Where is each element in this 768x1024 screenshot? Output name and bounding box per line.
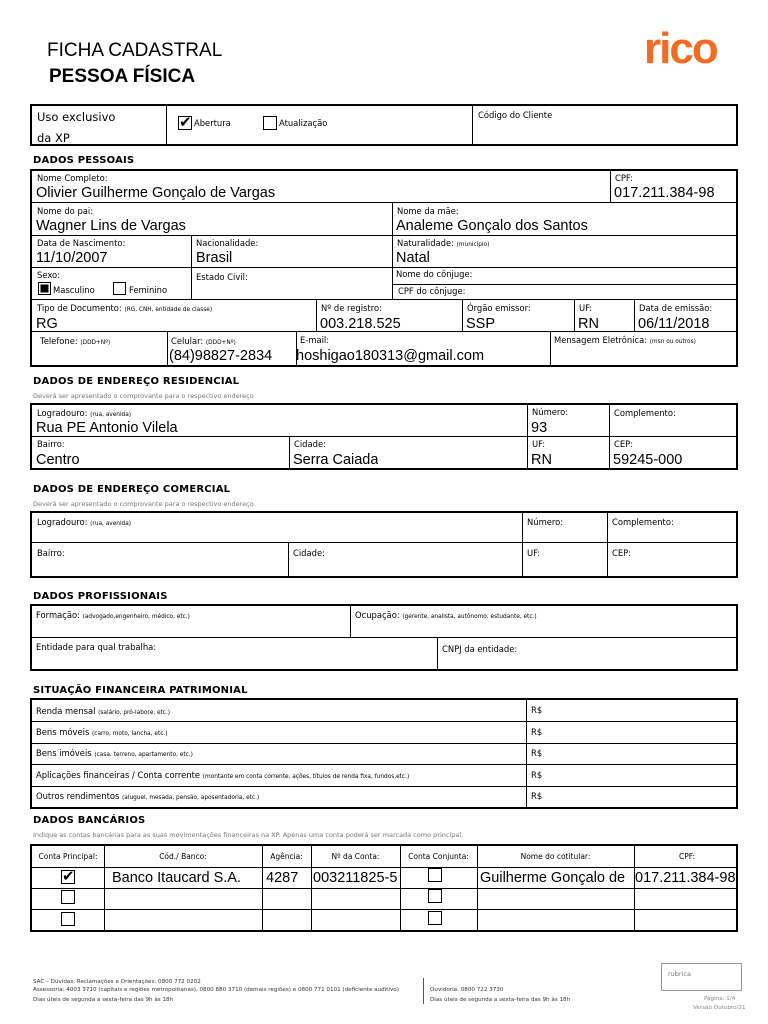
formacao-label: Formação: (advogado,engenheiro, médico, etc.) xyxy=(36,610,190,620)
cidade-value[interactable]: Serra Caiada xyxy=(293,452,379,468)
abertura-checkbox[interactable]: ✔ xyxy=(179,113,192,131)
section-dados-pessoais: DADOS PESSOAIS xyxy=(33,155,135,166)
rubrica-box[interactable] xyxy=(661,963,742,991)
orgao-emissor-value[interactable]: SSP xyxy=(466,316,496,332)
header-banco: Cód./ Banco: xyxy=(159,852,207,861)
conjunta-checkbox-1[interactable] xyxy=(428,868,442,882)
conjunta-checkbox-3[interactable] xyxy=(428,911,442,925)
banco-value[interactable]: Banco Itaucard S.A. xyxy=(112,870,241,886)
form-subtitle: PESSOA FÍSICA xyxy=(49,66,196,87)
outros-rendimentos-value[interactable]: R$ xyxy=(531,791,543,801)
nome-conjuge-label: Nome do cônjuge: xyxy=(396,269,473,279)
section-dados-profissionais: DADOS PROFISSIONAIS xyxy=(33,591,168,602)
conta-value[interactable]: 003211825-5 xyxy=(313,870,398,886)
codigo-cliente-label: Código do Cliente xyxy=(478,110,553,120)
nacionalidade-label: Nacionalidade: xyxy=(196,238,259,248)
bairro-value[interactable]: Centro xyxy=(36,452,80,468)
cnpj-label: CNPJ da entidade: xyxy=(442,644,518,654)
header-agencia: Agência: xyxy=(270,852,303,861)
nascimento-label: Data de Nascimento: xyxy=(37,238,126,248)
feminino-label: Feminino xyxy=(129,285,168,295)
footer-ouvidoria: Ouvidoria: 0800 722 3730 xyxy=(430,987,504,993)
nascimento-value[interactable]: 11/10/2007 xyxy=(36,250,108,266)
complemento-label: Complemento: xyxy=(614,408,676,418)
footer-dias-2: Dias úteis de segunda a sexta-feira das 9h às 18h xyxy=(430,997,571,1003)
cpf-conjuge-label: CPF do cônjuge: xyxy=(398,286,466,296)
section-endereco-residencial: DADOS DE ENDEREÇO RESIDENCIAL xyxy=(33,376,240,387)
atualizacao-label: Atualização xyxy=(279,118,328,128)
estado-civil-label: Estado Civil: xyxy=(196,272,248,282)
orgao-emissor-label: Órgão emissor: xyxy=(467,303,531,313)
dados-pessoais-box xyxy=(30,169,738,367)
versao-label: Versão Outubro/21 xyxy=(693,1005,746,1011)
cep-label: CEP: xyxy=(614,439,634,449)
com-bairro-label: Bairro: xyxy=(37,548,65,558)
principal-checkbox-1[interactable]: ✔ xyxy=(62,867,75,885)
aplicacoes-label: Aplicações financeiras / Conta corrente (montante em conta corrente, ações, títulos de renda fixa, fundos,etc.) xyxy=(36,770,410,780)
principal-checkbox-3[interactable] xyxy=(61,912,75,926)
cotitular-value[interactable]: Guilherme Gonçalo de xyxy=(480,870,626,886)
footer-divider xyxy=(423,978,424,1004)
uso-exclusivo-box xyxy=(30,104,738,146)
celular-value[interactable]: (84)98827-2834 xyxy=(169,348,273,364)
aplicacoes-value[interactable]: R$ xyxy=(531,770,543,780)
nome-completo-value[interactable]: Olivier Guilherme Gonçalo de Vargas xyxy=(36,185,276,201)
nacionalidade-value[interactable]: Brasil xyxy=(196,250,233,266)
nome-mae-value[interactable]: Analeme Gonçalo dos Santos xyxy=(396,218,588,234)
footer-assessoria: Assessoria: 4003 3710 (capitais e regiões metropolitanas), 0800 880 3710 (demais regiões) e 0800 771 0101 (deficiente auditivo) xyxy=(33,987,399,993)
header-conta: Nº da Conta: xyxy=(331,852,380,861)
nome-completo-label: Nome Completo: xyxy=(37,173,108,183)
ocupacao-label: Ocupação: (gerente, analista, autônomo, estudante, etc.) xyxy=(355,610,537,620)
header-conta-conjunta: Conta Conjunta: xyxy=(408,852,469,861)
uso-label-xp: da XP xyxy=(37,131,70,145)
header-cotitular: Nome do cotitular: xyxy=(520,852,591,861)
entidade-label: Entidade para qual trabalha: xyxy=(36,642,157,652)
com-logradouro-label: Logradouro: (rua, avenida) xyxy=(37,517,132,527)
header-cpf: CPF: xyxy=(678,852,696,861)
logradouro-label: Logradouro: (rua, avenida) xyxy=(37,408,132,418)
dados-profissionais-box xyxy=(30,604,738,671)
abertura-label: Abertura xyxy=(194,118,231,128)
conjunta-checkbox-2[interactable] xyxy=(428,889,442,903)
endereco-residencial-box xyxy=(30,403,738,470)
bens-imoveis-value[interactable]: R$ xyxy=(531,748,543,758)
footer-dias-1: Dias úteis de segunda a sexta-feira das 9h às 18h xyxy=(33,997,174,1003)
tipo-documento-value[interactable]: RG xyxy=(36,316,58,332)
agencia-value[interactable]: 4287 xyxy=(266,870,299,886)
section-situacao-financeira: SITUAÇÃO FINANCEIRA PATRIMONIAL xyxy=(33,685,248,696)
rico-logo: rico xyxy=(644,24,717,73)
bens-imoveis-label: Bens imóveis (casa, terreno, apartamento, etc.) xyxy=(36,748,193,758)
cidade-label: Cidade: xyxy=(294,439,326,449)
nome-mae-label: Nome da mãe: xyxy=(397,206,459,216)
outros-rendimentos-label: Outros rendimentos (aluguel, mesada, pensão, aposentadoria, etc.) xyxy=(36,791,260,801)
rubrica-label: rubrica xyxy=(668,970,691,978)
uf-value[interactable]: RN xyxy=(531,452,552,468)
header-conta-principal: Conta Principal: xyxy=(38,852,98,861)
celular-label: Celular: (DDD+Nº) xyxy=(171,336,236,346)
bancarios-note: Indique as contas bancárias para as suas movimentações financeiras na XP. Apenas uma conta poderá ser marcada como principal. xyxy=(33,831,464,839)
comercial-note: Deverá ser apresentado o comprovante para o respectivo endereço xyxy=(33,500,254,508)
emissao-value[interactable]: 06/11/2018 xyxy=(638,316,710,332)
com-cidade-label: Cidade: xyxy=(293,548,325,558)
com-cep-label: CEP: xyxy=(612,548,632,558)
sexo-label: Sexo: xyxy=(37,270,60,280)
naturalidade-value[interactable]: Natal xyxy=(396,250,430,266)
bens-moveis-value[interactable]: R$ xyxy=(531,727,543,737)
cpf-value[interactable]: 017.211.384-98 xyxy=(614,185,715,201)
form-title: FICHA CADASTRAL xyxy=(47,40,223,61)
registro-label: Nº de registro: xyxy=(321,303,382,313)
numero-value[interactable]: 93 xyxy=(531,420,548,436)
telefone-label: Telefone: (DDD+Nº) xyxy=(40,336,111,346)
cep-value[interactable]: 59245-000 xyxy=(613,452,683,468)
com-numero-label: Número: xyxy=(527,517,564,527)
nome-pai-value[interactable]: Wagner Lins de Vargas xyxy=(36,218,186,234)
com-complemento-label: Complemento: xyxy=(612,517,674,527)
atualizacao-checkbox[interactable] xyxy=(263,116,277,130)
uso-label: Uso exclusivo xyxy=(37,110,116,124)
dados-bancarios-table xyxy=(30,844,738,932)
com-uf-label: UF: xyxy=(527,548,541,558)
naturalidade-label: Naturalidade: (município) xyxy=(397,238,490,248)
bairro-label: Bairro: xyxy=(37,439,65,449)
uf-doc-value[interactable]: RN xyxy=(578,316,599,332)
uf-doc-label: UF: xyxy=(579,303,593,313)
cpf-label: CPF: xyxy=(615,173,633,183)
section-dados-bancarios: DADOS BANCÁRIOS xyxy=(33,815,146,826)
logradouro-value[interactable]: Rua PE Antonio Vilela xyxy=(36,420,178,436)
mensagem-label: Mensagem Eletrônica: (msn ou outros) xyxy=(554,335,696,345)
residencial-note: Deverá ser apresentado o comprovante para o respectivo endereço xyxy=(33,392,254,400)
emissao-label: Data de emissão: xyxy=(639,303,713,313)
feminino-checkbox[interactable] xyxy=(113,282,126,295)
renda-mensal-value[interactable]: R$ xyxy=(531,705,543,715)
section-endereco-comercial: DADOS DE ENDEREÇO COMERCIAL xyxy=(33,484,231,495)
nome-pai-label: Nome do pai: xyxy=(37,206,94,216)
bens-moveis-label: Bens móveis (carro, moto, lancha, etc.) xyxy=(36,727,168,737)
registro-value[interactable]: 003.218.525 xyxy=(320,316,401,332)
endereco-comercial-box xyxy=(30,511,738,578)
principal-checkbox-2[interactable] xyxy=(61,890,75,904)
uf-label: UF: xyxy=(532,439,546,449)
cotitular-cpf-value[interactable]: 017.211.384-98 xyxy=(635,870,736,886)
situacao-financeira-box xyxy=(30,698,738,809)
renda-mensal-label: Renda mensal (salário, pró-labore, etc.) xyxy=(36,706,171,716)
numero-label: Número: xyxy=(532,407,569,417)
email-label: E-mail: xyxy=(300,335,330,345)
footer-sac: SAC – Dúvidas, Reclamações e Orientações: 0800 772 0202 xyxy=(33,979,201,985)
masculino-label: Masculino xyxy=(53,285,95,295)
masculino-checkbox[interactable] xyxy=(38,282,51,295)
pagina-label: Página: 1/4 xyxy=(704,996,736,1002)
email-value[interactable]: hoshigao180313@gmail.com xyxy=(296,348,485,364)
tipo-documento-label: Tipo de Documento: (RG, CNH, entidade de classe) xyxy=(37,303,213,313)
